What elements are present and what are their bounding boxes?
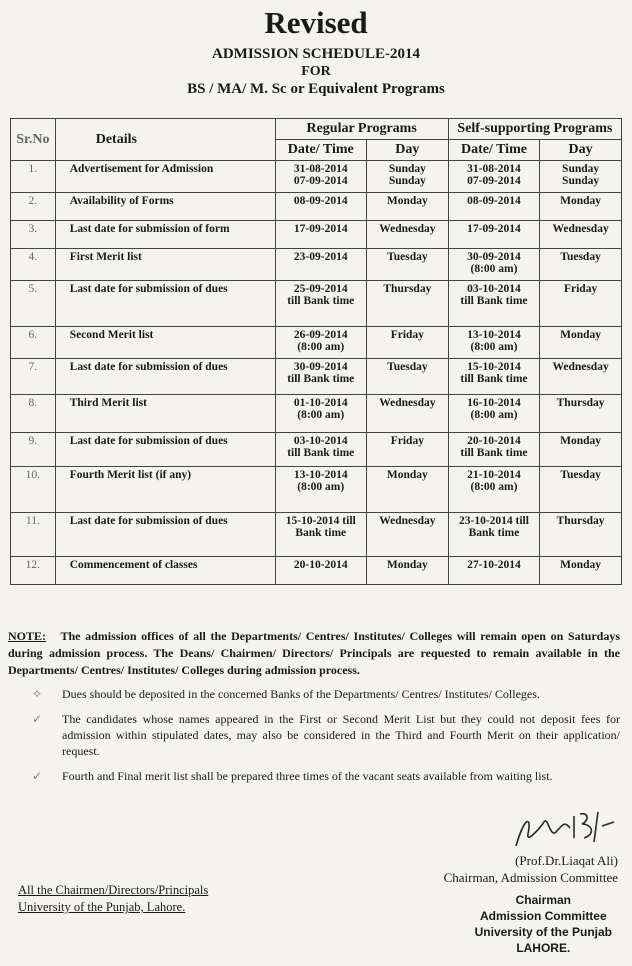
- cell-details: First Merit list: [55, 249, 275, 281]
- cell-self-date: 03-10-2014 till Bank time: [448, 281, 539, 327]
- cell-sno: 11.: [11, 513, 56, 557]
- col-header-reg-day: Day: [366, 140, 448, 161]
- table-row: [11, 513, 622, 557]
- addressee-line-2: University of the Punjab, Lahore.: [18, 900, 186, 914]
- note-label: NOTE:: [8, 629, 47, 643]
- cell-reg-date: 15-10-2014 till Bank time: [275, 513, 366, 557]
- cell-self-date: 27-10-2014: [448, 557, 539, 585]
- bullet-list: [30, 686, 620, 793]
- cell-sno: 3.: [11, 221, 56, 249]
- cell-details: Last date for submission of dues: [55, 281, 275, 327]
- cell-self-date: 15-10-2014 till Bank time: [448, 359, 539, 395]
- table-row: [11, 433, 622, 467]
- cell-self-day: Monday: [540, 557, 622, 585]
- list-item: ✓ The candidates whose names appeared in the First or Second Merit List but they could not deposit fees for admission within stipulated dates, may also be considered in the Third and Fourth Merit on their application/ request.: [32, 712, 620, 758]
- cell-reg-day: Wednesday: [366, 221, 448, 249]
- cell-details: Last date for submission of dues: [55, 513, 275, 557]
- note-section: [8, 628, 620, 679]
- col-header-sno: Sr.No: [11, 119, 56, 161]
- group-header-self-supporting: Self-supporting Programs: [448, 119, 621, 140]
- col-header-self-day: Day: [540, 140, 622, 161]
- cell-self-day: Friday: [540, 281, 622, 327]
- cell-self-day: Sunday Sunday: [540, 161, 622, 193]
- document-title: Revised: [264, 5, 368, 40]
- cell-self-date: 31-08-2014 07-09-2014: [448, 161, 539, 193]
- group-header-regular: Regular Programs: [275, 119, 448, 140]
- cell-details: Third Merit list: [55, 395, 275, 433]
- table-row: [11, 249, 622, 281]
- signature-block: [444, 852, 618, 886]
- table-row: [11, 161, 622, 193]
- cell-details: Second Merit list: [55, 327, 275, 359]
- cell-sno: 7.: [11, 359, 56, 395]
- programs-label: BS / MA/ M. Sc or Equivalent Programs: [187, 81, 445, 97]
- table-row: [11, 359, 622, 395]
- signatory-name: (Prof.Dr.Liaqat Ali): [515, 853, 618, 868]
- cell-details: Advertisement for Admission: [55, 161, 275, 193]
- cell-details: Fourth Merit list (if any): [55, 467, 275, 513]
- bullet-mark-icon: ✧: [32, 687, 43, 701]
- cell-reg-date: 26-09-2014 (8:00 am): [275, 327, 366, 359]
- table-row: [11, 467, 622, 513]
- cell-reg-day: Friday: [366, 327, 448, 359]
- cell-self-day: Tuesday: [540, 249, 622, 281]
- cell-self-date: 17-09-2014: [448, 221, 539, 249]
- cell-self-date: 23-10-2014 till Bank time: [448, 513, 539, 557]
- cell-details: Commencement of classes: [55, 557, 275, 585]
- cell-reg-day: Monday: [366, 557, 448, 585]
- cell-reg-day: Monday: [366, 193, 448, 221]
- addressee-block: [18, 882, 208, 916]
- table-header-row: [11, 119, 622, 140]
- col-header-reg-date: Date/ Time: [275, 140, 366, 161]
- cell-self-day: Thursday: [540, 513, 622, 557]
- cell-reg-day: Monday: [366, 467, 448, 513]
- cell-self-day: Thursday: [540, 395, 622, 433]
- cell-self-date: 30-09-2014 (8:00 am): [448, 249, 539, 281]
- cell-reg-day: Tuesday: [366, 249, 448, 281]
- document-header: [0, 6, 632, 97]
- cell-reg-date: 13-10-2014 (8:00 am): [275, 467, 366, 513]
- cell-reg-day: Sunday Sunday: [366, 161, 448, 193]
- cell-details: Last date for submission of dues: [55, 433, 275, 467]
- cell-sno: 10.: [11, 467, 56, 513]
- cell-reg-day: Friday: [366, 433, 448, 467]
- cell-reg-date: 25-09-2014 till Bank time: [275, 281, 366, 327]
- signatory-title: Chairman, Admission Committee: [443, 870, 618, 885]
- cell-details: Last date for submission of form: [55, 221, 275, 249]
- cell-sno: 8.: [11, 395, 56, 433]
- cell-reg-date: 01-10-2014 (8:00 am): [275, 395, 366, 433]
- table-row: [11, 557, 622, 585]
- list-item: ✧ Dues should be deposited in the concerned Banks of the Departments/ Centres/ Institutes/ Colleges.: [32, 687, 540, 701]
- cell-reg-date: 17-09-2014: [275, 221, 366, 249]
- cell-sno: 12.: [11, 557, 56, 585]
- cell-sno: 9.: [11, 433, 56, 467]
- cell-self-day: Monday: [540, 193, 622, 221]
- cell-reg-date: 08-09-2014: [275, 193, 366, 221]
- cell-reg-date: 31-08-2014 07-09-2014: [275, 161, 366, 193]
- cell-self-day: Wednesday: [540, 359, 622, 395]
- cell-self-date: 08-09-2014: [448, 193, 539, 221]
- cell-reg-date: 20-10-2014: [275, 557, 366, 585]
- checkmark-icon: ✓: [32, 712, 43, 726]
- cell-reg-date: 30-09-2014 till Bank time: [275, 359, 366, 395]
- col-header-self-date: Date/ Time: [448, 140, 539, 161]
- cell-reg-day: Tuesday: [366, 359, 448, 395]
- cell-self-date: 16-10-2014 (8:00 am): [448, 395, 539, 433]
- cell-self-day: Monday: [540, 327, 622, 359]
- table-row: [11, 281, 622, 327]
- document-subtitle: ADMISSION SCHEDULE-2014: [212, 46, 420, 62]
- cell-reg-day: Wednesday: [366, 513, 448, 557]
- checkmark-icon: ✓: [32, 769, 43, 783]
- cell-self-day: Monday: [540, 433, 622, 467]
- table-row: [11, 327, 622, 359]
- cell-details: Last date for submission of dues: [55, 359, 275, 395]
- cell-self-date: 20-10-2014 till Bank time: [448, 433, 539, 467]
- cell-sno: 2.: [11, 193, 56, 221]
- note-text: The admission offices of all the Departments/ Centres/ Institutes/ Colleges will remain open on Saturdays during admission process. The Deans/ Chairmen/ Directors/ Principals are requested to remain available in the Departments/ Centres/ Institutes/ Colleges during admission process.: [8, 629, 620, 677]
- for-label: FOR: [301, 64, 331, 79]
- table-row: [11, 221, 622, 249]
- cell-self-date: 13-10-2014 (8:00 am): [448, 327, 539, 359]
- table-row: [11, 395, 622, 433]
- cell-sno: 1.: [11, 161, 56, 193]
- addressee-line-1: All the Chairmen/Directors/Principals: [18, 883, 209, 897]
- cell-reg-date: 23-09-2014: [275, 249, 366, 281]
- cell-self-day: Tuesday: [540, 467, 622, 513]
- cell-reg-day: Thursday: [366, 281, 448, 327]
- cell-sno: 5.: [11, 281, 56, 327]
- cell-reg-date: 03-10-2014 till Bank time: [275, 433, 366, 467]
- table-row: [11, 193, 622, 221]
- cell-details: Availability of Forms: [55, 193, 275, 221]
- cell-sno: 4.: [11, 249, 56, 281]
- official-stamp: Chairman Admission Committee University of the Punjab LAHORE.: [474, 893, 612, 955]
- col-header-details: Details: [55, 119, 275, 161]
- list-item: ✓ Fourth and Final merit list shall be prepared three times of the vacant seats available from waiting list.: [32, 769, 553, 783]
- cell-sno: 6.: [11, 327, 56, 359]
- cell-self-day: Wednesday: [540, 221, 622, 249]
- cell-reg-day: Wednesday: [366, 395, 448, 433]
- admission-schedule-table: [10, 118, 622, 585]
- cell-self-date: 21-10-2014 (8:00 am): [448, 467, 539, 513]
- handwritten-signature: [510, 808, 620, 852]
